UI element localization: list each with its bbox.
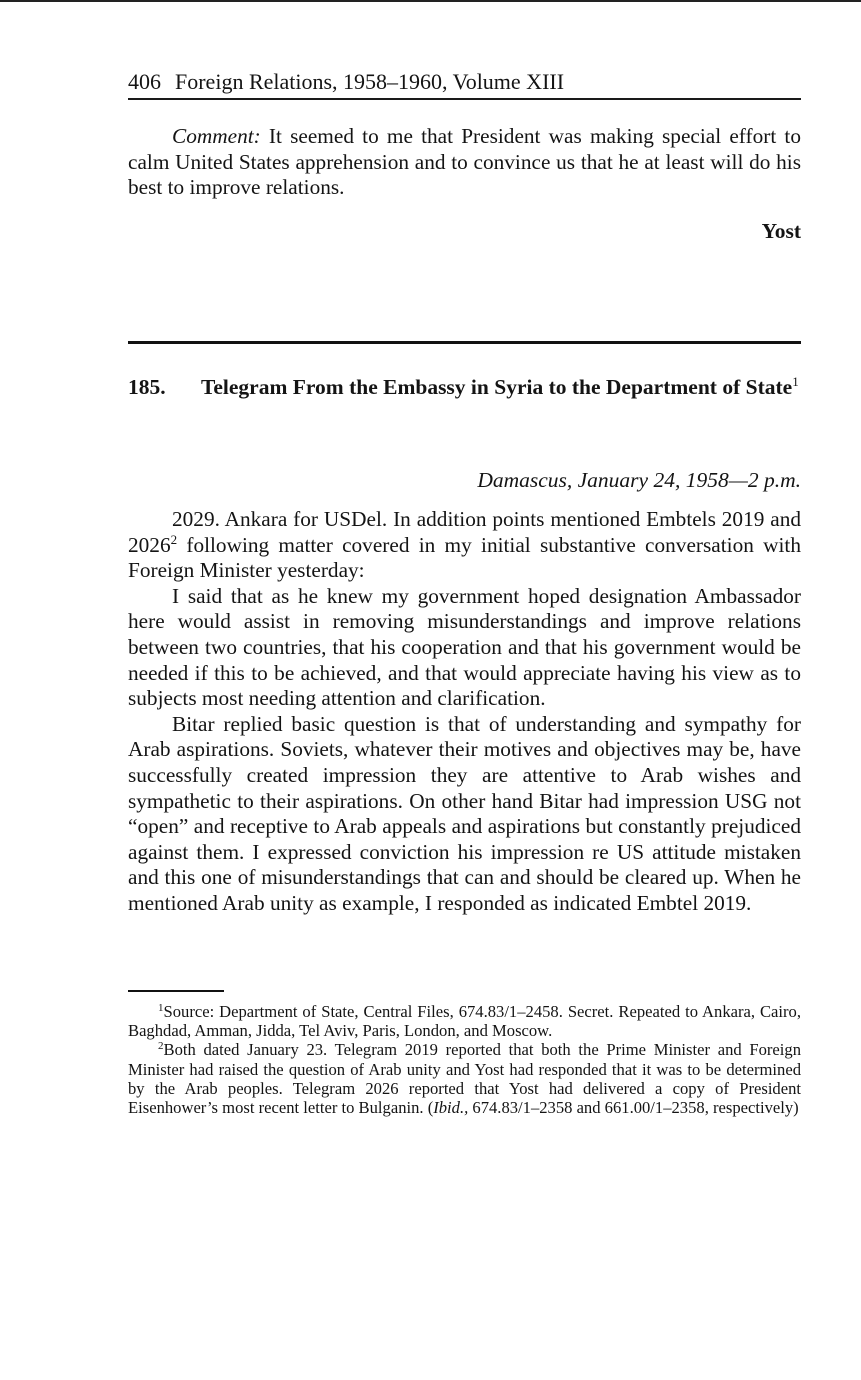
telegram-body bbox=[128, 507, 801, 917]
body-paragraph-1 bbox=[128, 507, 801, 584]
footnote-ref-1: 1 bbox=[792, 374, 799, 389]
signature: Yost bbox=[761, 219, 801, 243]
footnote-separator bbox=[128, 990, 224, 992]
body-paragraph-1-part-b: following matter covered in my initial substantive conversation with Foreign Minister yesterday: bbox=[128, 532, 801, 583]
running-header bbox=[128, 68, 801, 100]
footnotes bbox=[128, 1002, 801, 1117]
document-title: Telegram From the Embassy in Syria to the Department of State bbox=[201, 375, 793, 399]
page-number: 406 bbox=[128, 69, 161, 94]
comment-paragraph bbox=[128, 124, 801, 201]
footnote-2-ibid: Ibid., bbox=[433, 1098, 469, 1118]
page-top-edge bbox=[0, 0, 861, 2]
comment-paragraph-block bbox=[128, 124, 801, 201]
comment-text: It seemed to me that President was making special effort to calm United States apprehension and to convince us that he at least will do his best to improve relations. bbox=[128, 124, 801, 200]
body-paragraph-3: Bitar replied basic question is that of understanding and sympathy for Arab aspirations. Soviets, whatever their motives and objectives may be, have successfully created impression they are attentive to Arab wishes and sympathetic to their aspirations. On other hand Bitar had impression USG not “open” and receptive to Arab appeals and aspirations but constantly prejudiced against them. I expressed conviction his impression re US attitude mistaken and this one of misunderstandings that can and should be cleared up. When he mentioned Arab unity as example, I responded as indicated Embtel 2019. bbox=[128, 711, 801, 915]
body-paragraph-1-part-a: 2029. Ankara for USDel. In addition points mentioned Embtels 2019 and 2026 bbox=[128, 507, 801, 557]
footnote-1 bbox=[128, 1002, 801, 1040]
running-title: Foreign Relations, 1958–1960, Volume XIII bbox=[175, 69, 565, 94]
footnote-2 bbox=[128, 1040, 801, 1117]
body-paragraph-2: I said that as he knew my government hoped designation Ambassador here would assist in removing misunderstandings and improve relations between two countries, that his cooperation and that his government would be needed if this to be achieved, and that would appreciate having his view as to subjects most needing attention and clarification. bbox=[128, 583, 801, 711]
dateline: Damascus, January 24, 1958—2 p.m. bbox=[477, 468, 801, 492]
document-title-wrap bbox=[201, 374, 801, 400]
footnote-marker-2: 2 bbox=[158, 1040, 164, 1053]
footnote-marker-1: 1 bbox=[158, 1002, 164, 1014]
footnote-2-text-b: 674.83/1–2358 and 661.00/1–2358, respectively) bbox=[468, 1098, 799, 1118]
footnote-2-text-a: Both dated January 23. Telegram 2019 reported that both the Prime Minister and Foreign Minister had raised the question of Arab unity and Yost had responded that it was to be determined by the Arab peoples. Telegram 2026 reported that Yost had delivered a copy of President Eisenhower’s most recent letter to Bulganin. ( bbox=[128, 1040, 801, 1118]
footnote-ref-2: 2 bbox=[170, 531, 178, 547]
section-divider bbox=[128, 341, 801, 344]
footnote-1-text: Source: Department of State, Central Files, 674.83/1–2458. Secret. Repeated to Ankara, Cairo, Baghdad, Amman, Jidda, Tel Aviv, Paris, London, and Moscow. bbox=[128, 1002, 801, 1041]
document-number: 185. bbox=[128, 375, 166, 399]
document-heading bbox=[128, 374, 801, 400]
comment-label: Comment: bbox=[172, 124, 261, 148]
